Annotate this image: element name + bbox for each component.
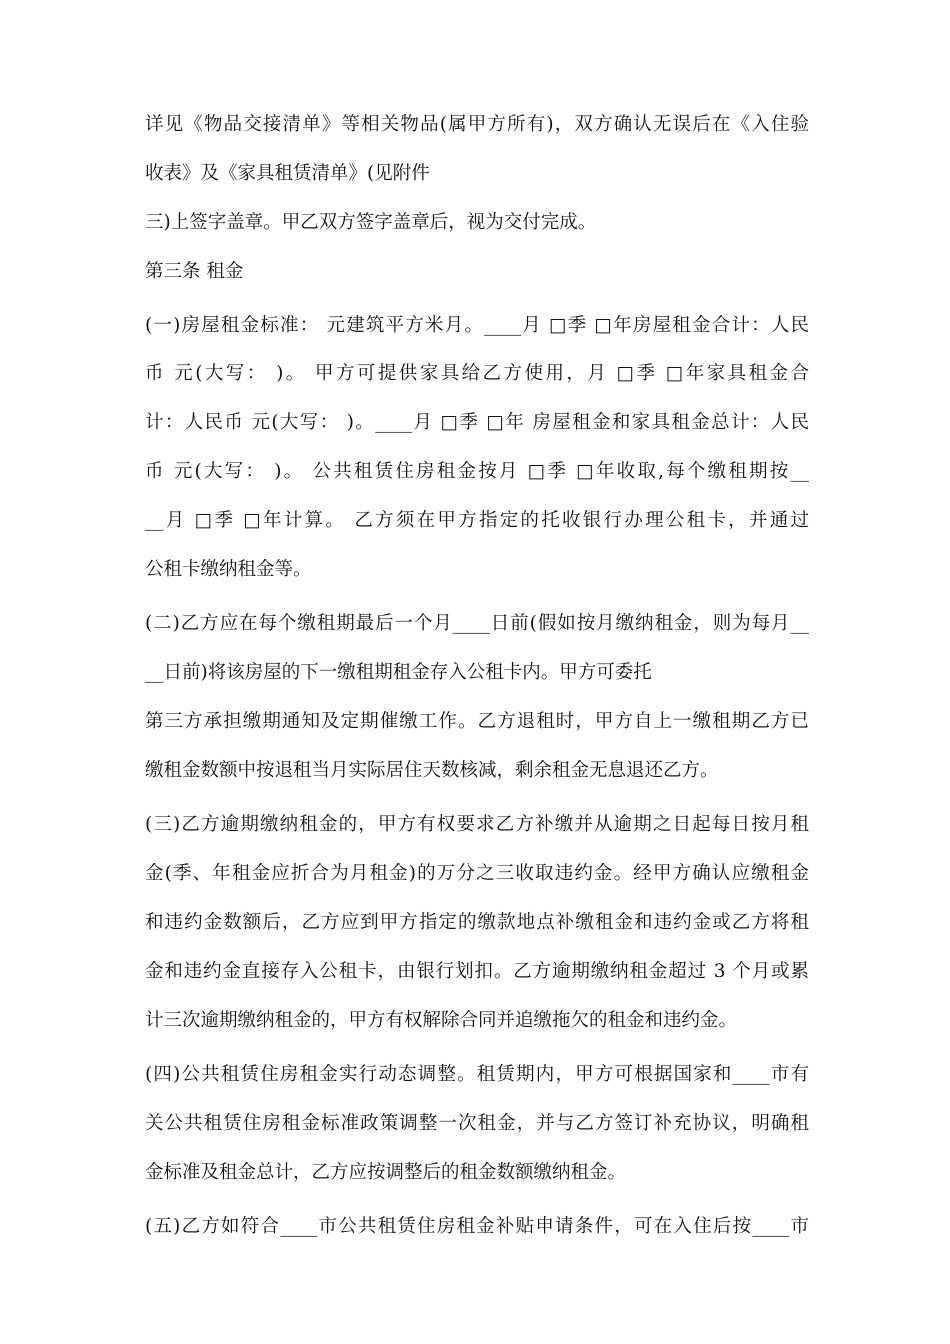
text-line: (一)房屋租金标准： 元建筑平方米月。____月 □季 □年房屋租金合计：人民	[145, 315, 809, 336]
text-line: __月 □季 □年计算。 乙方须在甲方指定的托收银行办理公租卡，并通过	[145, 510, 809, 531]
text-line: 和违约金数额后，乙方应到甲方指定的缴款地点补缴租金和违约金或乙方将租	[145, 912, 809, 933]
text-line: 公租卡缴纳租金等。	[145, 559, 312, 580]
text-line: 收表》及《家具租赁清单》(见附件	[145, 163, 430, 184]
text-line: (三)乙方逾期缴纳租金的，甲方有权要求乙方补缴并从逾期之日起每日按月租	[145, 814, 809, 835]
text-line: 第三方承担缴期通知及定期催缴工作。乙方退租时，甲方自上一缴租期乙方已	[145, 711, 809, 732]
text-line: 金和违约金直接存入公租卡，由银行划扣。乙方逾期缴纳租金超过 3 个月或累	[145, 961, 809, 982]
text-line: __日前)将该房屋的下一缴租期租金存入公租卡内。甲方可委托	[145, 662, 652, 683]
text-line: 币 元(大写： )。 公共租赁住房租金按月 □季 □年收取,每个缴租期按__	[145, 461, 809, 482]
text-line: 金(季、年租金应折合为月租金)的万分之三收取违约金。经甲方确认应缴租金	[145, 863, 809, 884]
text-line: 缴租金数额中按退租当月实际居住天数核减，剩余租金无息退还乙方。	[145, 760, 719, 781]
text-line: 币 元(大写： )。 甲方可提供家具给乙方使用，月 □季 □年家具租金合	[145, 363, 809, 384]
text-line: 详见《物品交接清单》等相关物品(属甲方所有)，双方确认无误后在《入住验	[145, 114, 809, 135]
text-line: 关公共租赁住房租金标准政策调整一次租金，并与乙方签订补充协议，明确租	[145, 1113, 809, 1134]
section-heading: 第三条 租金	[145, 261, 244, 282]
text-line: (四)公共租赁住房租金实行动态调整。租赁期内，甲方可根据国家和____市有	[145, 1064, 809, 1085]
text-line: 金标准及租金总计，乙方应按调整后的租金数额缴纳租金。	[145, 1162, 627, 1183]
text-line: (五)乙方如符合____市公共租赁住房租金补贴申请条件，可在入住后按____市	[145, 1216, 809, 1237]
text-line: 三)上签字盖章。甲乙双方签字盖章后，视为交付完成。	[145, 212, 597, 233]
text-line: 计：人民币 元(大写： )。____月 □季 □年 房屋租金和家具租金总计：人民	[145, 412, 809, 433]
text-line: (二)乙方应在每个缴租期最后一个月____日前(假如按月缴纳租金，则为每月__	[145, 613, 809, 634]
text-line: 计三次逾期缴纳租金的，甲方有权解除合同并追缴拖欠的租金和违约金。	[145, 1010, 738, 1031]
